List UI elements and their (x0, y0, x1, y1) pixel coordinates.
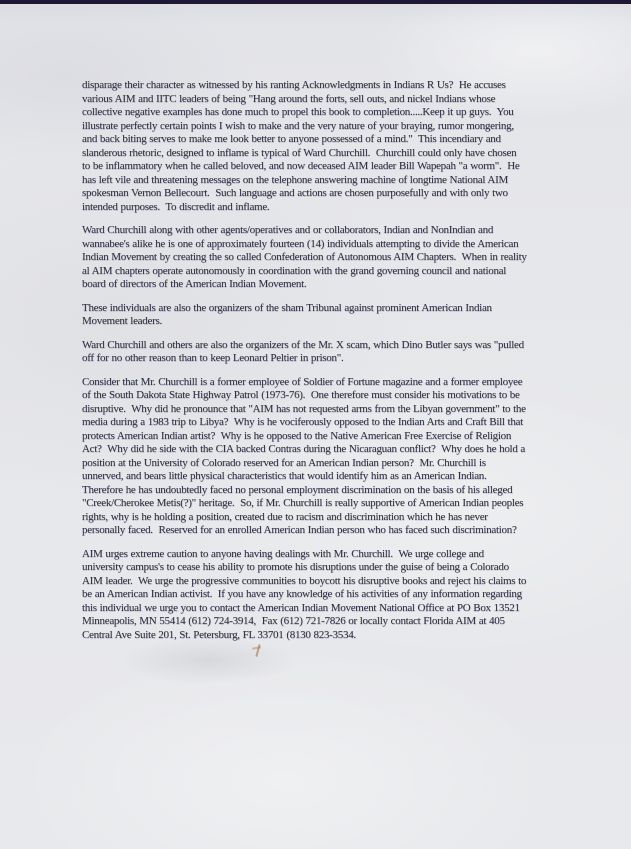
paragraph (82, 224, 564, 292)
text-line: Indian Movement by creating the so called Confederation of Autonomous AIM Chapters. When in reality (82, 251, 527, 263)
text-line: illustrate perfectly certain points I wish to make and the very nature of your braying, rumor mongering, (82, 119, 514, 132)
text-line: to be inflammatory when he called beloved, and now deceased AIM leader Bill Wapepah "a worm". He (82, 160, 520, 172)
text-line: position at the University of Colorado reserved for an American Indian person? Mr. Churchill is (82, 456, 486, 469)
document-body (82, 79, 564, 652)
text-line: media during a 1983 trip to Libya? Why is he vociferously opposed to the Indian Arts and Craft Bill that (82, 416, 523, 428)
text-line: spokesman Vernon Bellecourt. Such language and actions are chosen purposefully and with only two (82, 187, 508, 199)
text-line: disparage their character as witnessed by his ranting Acknowledgments in Indians R Us? He accuses (82, 79, 506, 91)
text-line: be an American Indian activist. If you have any knowledge of his activities of any information regarding (82, 588, 522, 600)
text-line: intended purposes. To discredit and inflame. (82, 200, 270, 213)
text-line: slanderous rhetoric, designed to inflame is typical of Ward Churchill. Churchill could only have chosen (82, 146, 517, 159)
text-line: Minneapolis, MN 55414 (612) 724-3914, Fax (612) 721-7826 or locally contact Florida AIM at 405 (82, 615, 505, 627)
text-line: Therefore he has undoubtedly faced no personal employment discrimination on the basis of his alleged (82, 483, 513, 496)
text-line: personally faced. Reserved for an enrolled American Indian person who has faced such discrimination? (82, 524, 517, 536)
paragraph (82, 339, 564, 366)
text-line: AIM leader. We urge the progressive communities to boycott his disruptive books and reject his claims to (82, 574, 527, 587)
text-line: AIM urges extreme caution to anyone having dealings with Mr. Churchill. We urge college and (82, 547, 484, 560)
text-line: collective negative examples has done much to propel this book to completion.....Keep it up guys. You (82, 106, 514, 118)
text-line: this individual we urge you to contact the American Indian Movement National Office at PO Box 13521 (82, 601, 520, 614)
text-line: Ward Churchill along with other agents/operatives and or collaborators, Indian and NonIndian and (82, 224, 494, 236)
text-line: various AIM and IITC leaders of being "Hang around the forts, sell outs, and nickel Indians whose (82, 92, 496, 105)
pen-mark (251, 643, 264, 659)
text-line: has left vile and threatening messages on the telephone answering machine of longtime National AIM (82, 173, 508, 186)
text-line: unnerved, and bears little physical characteristics that would identify him as an American Indian. (82, 470, 487, 482)
text-line: These individuals are also the organizers of the sham Tribunal against prominent American Indian (82, 301, 492, 314)
text-line: protects American Indian artist? Why is he opposed to the Native American Free Exercise of Religion (82, 429, 512, 442)
text-line: board of directors of the American Indian Movement. (82, 278, 307, 290)
text-line: and back biting serves to make me look better to anyone possessed of a mind." This incendiary and (82, 133, 501, 145)
text-line: Ward Churchill and others are also the organizers of the Mr. X scam, which Dino Butler says was "pulled (82, 338, 524, 351)
text-line: "Creek/Cherokee Metis(?)" heritage. So, if Mr. Churchill is really supportive of American Indian peoples (82, 497, 524, 509)
text-line: university campus's to cease his ability to promote his disruptions under the guise of being a Colorado (82, 561, 509, 573)
text-line: disruptive. Why did he pronounce that "AIM has not requested arms from the Libyan government" to the (82, 402, 526, 415)
text-line: Act? Why did he side with the CIA backed Contras during the Nicaraguan conflict? Why does he hold a (82, 443, 526, 455)
paragraph (82, 376, 564, 538)
scan-edge-artifact (0, 0, 631, 4)
text-line: wannabee's alike he is one of approximately fourteen (14) individuals attempting to divide the American (82, 237, 519, 250)
text-line: Consider that Mr. Churchill is a former employee of Soldier of Fortune magazine and a former employee (82, 375, 523, 388)
paragraph (82, 302, 564, 329)
text-line: Central Ave Suite 201, St. Petersburg, FL 33701 (8130 823-3534. (82, 628, 356, 641)
text-line: Movement leaders. (82, 315, 162, 327)
text-line: rights, why is he holding a position, created due to racism and discrimination which he has never (82, 510, 488, 523)
text-line: off for no other reason than to keep Leonard Peltier in prison". (82, 352, 344, 364)
text-line: al AIM chapters operate autonomously in coordination with the grand governing council and national (82, 264, 507, 277)
paragraph (82, 79, 564, 214)
text-line: of the South Dakota State Highway Patrol (1973-76). One therefore must consider his motivations to be (82, 389, 520, 401)
paragraph (82, 548, 564, 643)
